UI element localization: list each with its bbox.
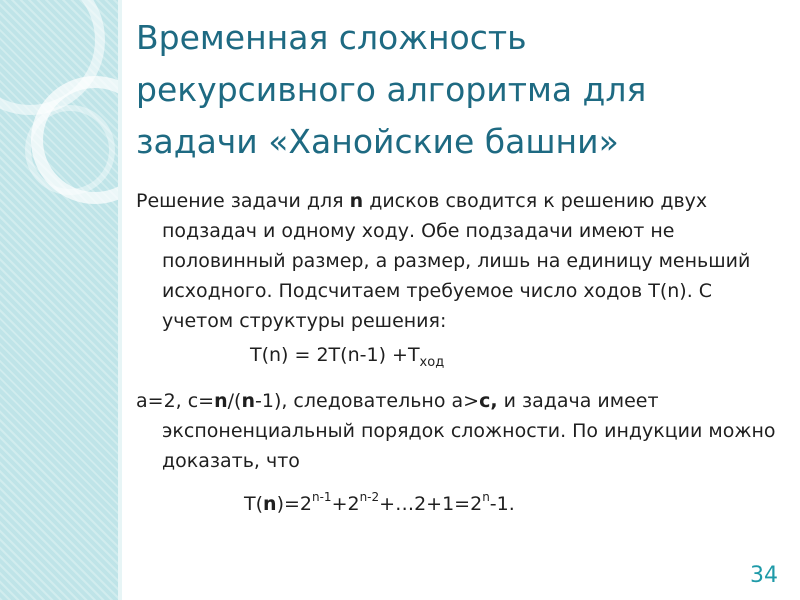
paragraph-solution <box>136 186 776 336</box>
exponent: n-1 <box>311 490 332 504</box>
text-run: дисков сводится к решению двух подзадач и одному ходу. Обе подзадачи имеют не половинный размер, а размер, лишь на единицу меньший исходного. Подсчитаем требуемое число ходов T(n). С учетом структуры решения: <box>162 190 751 332</box>
text-run: +2 <box>331 493 360 515</box>
text-run: /( <box>227 390 242 412</box>
formula-main: T(n) = 2T(n-1) +T <box>250 344 420 366</box>
variable-n: n <box>349 190 364 212</box>
variable-c: c, <box>479 390 498 412</box>
decorative-sidebar <box>0 0 118 600</box>
slide-content <box>136 186 776 527</box>
variable-n: n <box>263 493 277 515</box>
exponent: n <box>482 490 490 504</box>
formula-recurrence <box>136 340 776 378</box>
text-run: и задача имеет экспоненциальный порядок сложности. По индукции можно доказать, что <box>162 390 776 472</box>
page-number: 34 <box>750 563 778 588</box>
title-line-3: задачи «Ханойские башни» <box>136 122 619 161</box>
variable-n: n <box>241 390 255 412</box>
exponent: n-2 <box>359 490 380 504</box>
text-run: Решение задачи для <box>136 190 350 212</box>
formula-sum <box>136 482 776 519</box>
title-line-1: Временная сложность <box>136 18 527 57</box>
text-run: )=2 <box>276 493 312 515</box>
variable-n: n <box>214 390 228 412</box>
formula-subscript: ход <box>419 355 445 370</box>
text-run: +…2+1=2 <box>379 493 483 515</box>
text-run: -1. <box>489 493 515 515</box>
sidebar-edge <box>118 0 122 600</box>
slide-title <box>136 12 776 168</box>
text-run: -1), следовательно a> <box>255 390 480 412</box>
title-line-2: рекурсивного алгоритма для <box>136 70 647 109</box>
paragraph-complexity <box>136 386 776 476</box>
text-run: a=2, c= <box>136 390 215 412</box>
decorative-circles <box>0 0 118 600</box>
text-run: T( <box>244 493 264 515</box>
